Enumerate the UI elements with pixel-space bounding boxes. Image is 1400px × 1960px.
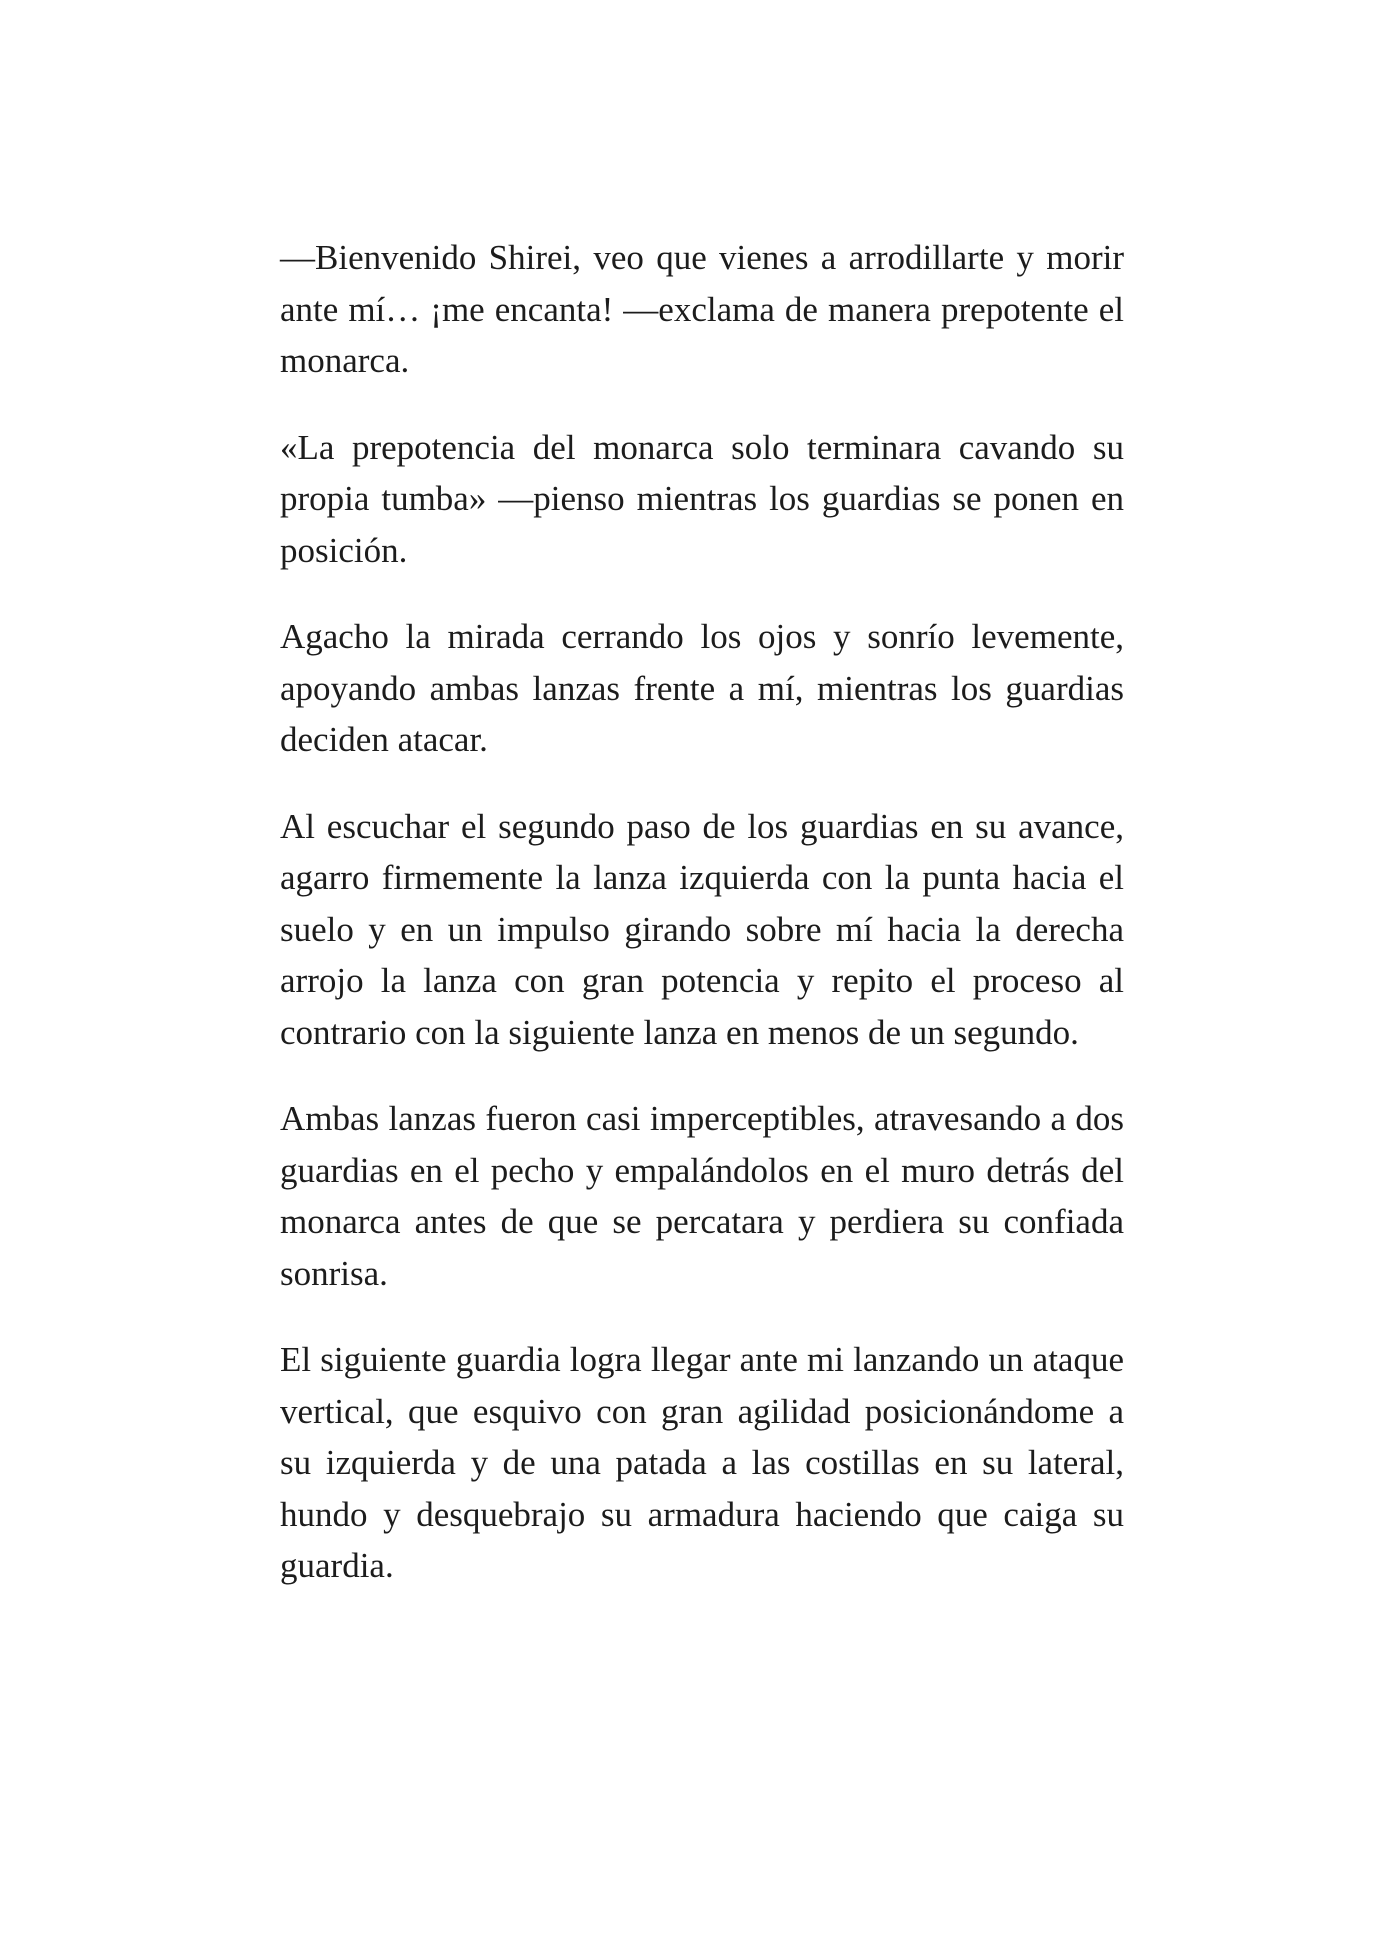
paragraph-2: «La prepotencia del monarca solo terminara cavando su propia tumba» —pienso mientras los guardias se ponen en posición. — [280, 427, 1124, 570]
paragraph-3: Agacho la mirada cerrando los ojos y sonrío levemente, apoyando ambas lanzas frente a mí, mientras los guardias deciden atacar. — [280, 617, 1124, 759]
paragraph-4: Al escuchar el segundo paso de los guardias en su avance, agarro firmemente la lanza izquierda con la punta hacia el suelo y en un impulso girando sobre mí hacia la derecha arrojo la lanza con gran potencia y repito el proceso al contrario con la siguiente lanza en menos de un segundo. — [280, 806, 1124, 1052]
paragraph-5: Ambas lanzas fueron casi imperceptibles, atravesando a dos guardias en el pecho y empalándolos en el muro detrás del monarca antes de que se percatara y perdiera su confiada sonrisa. — [280, 1099, 1124, 1293]
page-text-body — [280, 232, 1124, 1592]
paragraph-1: —Bienvenido Shirei, veo que vienes a arrodillarte y morir ante mí… ¡me encanta! —exclama de manera prepotente el monarca. — [280, 238, 1124, 380]
paragraph-6: El siguiente guardia logra llegar ante mi lanzando un ataque vertical, que esquivo con gran agilidad posicionándome a su izquierda y de una patada a las costillas en su lateral, hundo y desquebrajo su armadura haciendo que caiga su guardia. — [280, 1340, 1124, 1585]
